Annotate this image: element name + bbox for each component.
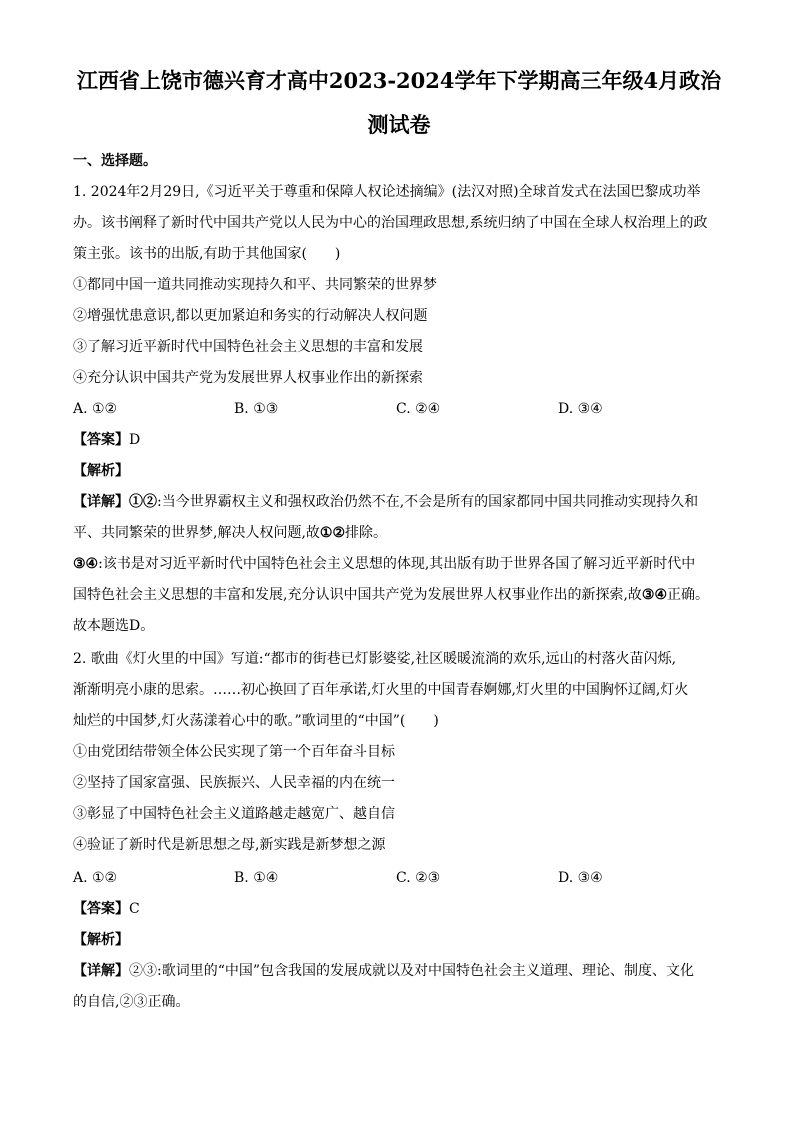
q1-detail-line3 <box>73 555 695 573</box>
q2-stem-line2: 渐渐明亮小康的思索。……初心换回了百年承诺,灯火里的中国青春婀娜,灯火里的中国胸怀辽阔,灯火 <box>73 682 689 698</box>
q1-detail1-bold: ①② <box>319 525 346 541</box>
q1-detail1-head: ①② <box>129 494 157 510</box>
q1-detail2-bold: ③④ <box>641 587 668 603</box>
q2-answer-value: C <box>129 901 140 917</box>
q1-stem-line3: 策主张。该书的出版,有助于其他国家( ) <box>73 246 341 262</box>
q1-answer <box>73 431 140 449</box>
q1-item-3: ③了解习近平新时代中国特色社会主义思想的丰富和发展 <box>73 339 423 355</box>
q1-stem-line1: 1. 2024年2月29日,《习近平关于尊重和保障人权论述摘编》(法汉对照)全球首发式在法国巴黎成功举 <box>73 184 701 200</box>
q1-stem-line2: 办。该书阐释了新时代中国共产党以人民为中心的治国理政思想,系统归纳了中国在全球人权治理上的政 <box>73 215 708 231</box>
q1-item-2: ②增强忧患意识,都以更加紧迫和务实的行动解决人权问题 <box>73 308 428 324</box>
q1-detail1-end: 排除。 <box>345 525 388 541</box>
q2-item-4: ④验证了新时代是新思想之母,新实践是新梦想之源 <box>73 837 386 853</box>
q1-detail1-cont: 平、共同繁荣的世界梦,解决人权问题,故 <box>73 525 320 541</box>
q1-conclusion: 故本题选D。 <box>73 618 155 634</box>
document-title-line2: 测试卷 <box>367 112 431 137</box>
q1-detail2-text: :该书是对习近平新时代中国特色社会主义思想的体现,其出版有助于世界各国了解习近平新时代中 <box>98 556 696 572</box>
q2-analysis-label: 【解析】 <box>73 932 129 948</box>
q2-stem-line1: 2. 歌曲《灯火里的中国》写道:“都市的街巷已灯影婆娑,社区暖暖流淌的欢乐,远山的村落火苗闪烁, <box>73 651 677 667</box>
q1-option-c: C. ②④ <box>396 401 441 417</box>
q2-answer-label: 【答案】 <box>73 901 129 917</box>
section-heading: 一、选择题。 <box>73 153 157 169</box>
q2-item-3: ③彰显了中国特色社会主义道路越走越宽广、越自信 <box>73 806 395 822</box>
q2-option-a: A. ①② <box>73 870 118 886</box>
q1-detail2-end: 正确。 <box>667 587 710 603</box>
q1-option-a: A. ①② <box>73 401 118 417</box>
q2-option-b: B. ①④ <box>234 870 279 886</box>
q1-detail-line1 <box>73 493 698 511</box>
q1-answer-label: 【答案】 <box>73 432 129 448</box>
q2-detail-line1 <box>73 962 694 980</box>
q1-option-b: B. ①③ <box>234 401 279 417</box>
q2-detail-label: 【详解】 <box>73 963 129 979</box>
q2-answer <box>73 900 140 918</box>
q2-item-1: ①由党团结带领全体公民实现了第一个百年奋斗目标 <box>73 744 395 760</box>
q2-item-2: ②坚持了国家富强、民族振兴、人民幸福的内在统一 <box>73 775 395 791</box>
q2-stem-line3: 灿烂的中国梦,灯火荡漾着心中的歌。”歌词里的“中国”( ) <box>73 713 439 729</box>
q1-item-4: ④充分认识中国共产党为发展世界人权事业作出的新探索 <box>73 370 423 386</box>
q1-detail2-head: ③④ <box>73 556 99 572</box>
q2-detail1-text: ②③:歌词里的“中国”包含我国的发展成就以及对中国特色社会主义道理、理论、制度、文化 <box>129 963 695 979</box>
document-title-line1: 江西省上饶市德兴育才高中2023-2024学年下学期高三年级4月政治 <box>76 68 722 93</box>
q1-answer-value: D <box>129 432 141 448</box>
q1-detail1-text: :当今世界霸权主义和强权政治仍然不在,不会是所有的国家都同中国共同推动实现持久和 <box>157 494 699 510</box>
q1-detail2-cont: 国特色社会主义思想的丰富和发展,充分认识中国共产党为发展世界人权事业作出的新探索,故 <box>73 587 642 603</box>
q1-detail-label: 【详解】 <box>73 494 129 510</box>
q1-analysis-label: 【解析】 <box>73 463 129 479</box>
q2-detail-line2: 的自信,②③正确。 <box>73 994 190 1010</box>
q1-detail-line4 <box>73 586 709 604</box>
q1-item-1: ①都同中国一道共同推动实现持久和平、共同繁荣的世界梦 <box>73 277 437 293</box>
q2-option-c: C. ②③ <box>396 870 441 886</box>
q2-option-d: D. ③④ <box>558 870 603 886</box>
q1-option-d: D. ③④ <box>558 401 603 417</box>
q1-detail-line2 <box>73 524 387 542</box>
